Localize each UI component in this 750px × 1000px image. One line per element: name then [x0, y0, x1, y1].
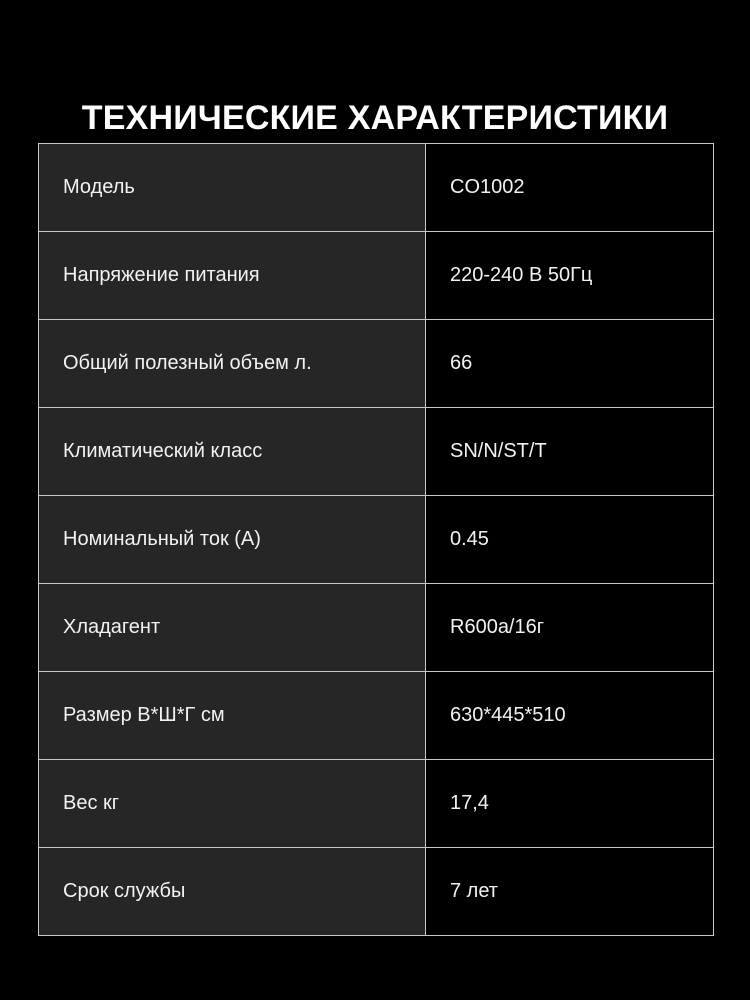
spec-label-rated-current: Номинальный ток (А)	[39, 496, 426, 584]
spec-value-climate-class: SN/N/ST/T	[426, 408, 714, 496]
spec-value-rated-current: 0.45	[426, 496, 714, 584]
table-row	[39, 232, 714, 320]
spec-label-climate-class: Климатический класс	[39, 408, 426, 496]
spec-label-weight: Вес кг	[39, 760, 426, 848]
table-row	[39, 672, 714, 760]
page-title: ТЕХНИЧЕСКИЕ ХАРАКТЕРИСТИКИ	[81, 98, 669, 137]
table-row	[39, 320, 714, 408]
table-row	[39, 848, 714, 936]
table-row	[39, 760, 714, 848]
spec-value-refrigerant: R600a/16г	[426, 584, 714, 672]
spec-label-volume: Общий полезный объем л.	[39, 320, 426, 408]
spec-value-dimensions: 630*445*510	[426, 672, 714, 760]
table-row	[39, 496, 714, 584]
specifications-table	[38, 143, 714, 936]
table-row	[39, 408, 714, 496]
table-row	[39, 584, 714, 672]
spec-value-volume: 66	[426, 320, 714, 408]
spec-label-refrigerant: Хладагент	[39, 584, 426, 672]
spec-value-model: CO1002	[426, 144, 714, 232]
spec-value-service-life: 7 лет	[426, 848, 714, 936]
spec-value-voltage: 220-240 В 50Гц	[426, 232, 714, 320]
spec-label-model: Модель	[39, 144, 426, 232]
spec-label-voltage: Напряжение питания	[39, 232, 426, 320]
spec-label-dimensions: Размер В*Ш*Г см	[39, 672, 426, 760]
spec-value-weight: 17,4	[426, 760, 714, 848]
table-row	[39, 144, 714, 232]
spec-label-service-life: Срок службы	[39, 848, 426, 936]
